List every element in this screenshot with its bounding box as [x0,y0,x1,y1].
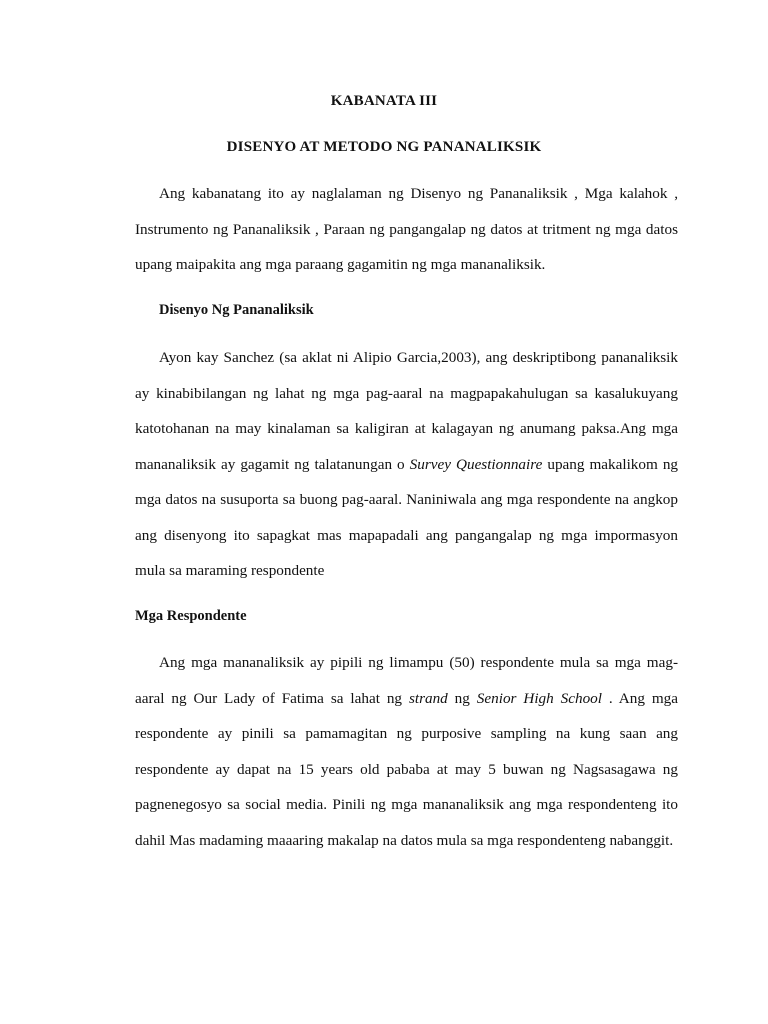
chapter-heading: KABANATA III [330,93,438,109]
intro-paragraph: Ang kabanatang ito ay naglalaman ng Disenyo ng Pananaliksik , Mga kalahok , Instrumento ng Pananaliksik , Paraan ng pangangalap ng datos at tritment ng mga datos upang maipakita ang mga paraang gagamitin ng mga mananaliksik. [135,185,678,273]
disenyo-paragraph [135,340,678,589]
survey-questionnaire-term: Survey Questionnaire [409,455,543,473]
disenyo-text-before: Ayon kay Sanchez (sa aklat ni Alipio Garcia,2003), ang deskriptibong pananaliksik ay kinabibilangan ng lahat ng mga pag-aaral na magpapakahulugan sa kasalukuyang katotohanan na may kinalaman sa kaligiran at kalagayan ng anumang paksa.Ang mga mananaliksik ay gagamit ng talatanungan o [135,349,678,473]
respondente-text-part1: Ang mga mananaliksik ay pipili ng limampu (50) respondente mula sa mga mag-aaral ng Our Lady of Fatima sa lahat ng [135,654,678,707]
senior-high-school-term: Senior High School [476,689,602,707]
section-heading-respondente: Mga Respondente [135,608,247,624]
respondente-paragraph [135,645,678,858]
strand-term: strand [408,689,448,707]
respondente-text-part3: . Ang mga respondente ay pinili sa pamamagitan ng purposive sampling na kung saan ang respondente ay dapat na 15 years old pababa at may 5 buwan ng Nagsasagawa ng pagnenegosyo sa social media. Pinili ng mga mananaliksik ang mga respondenteng ito dahil Mas madaming maaaring makalap na datos mula sa mga respondenteng nabanggit. [135,689,679,849]
chapter-title: DISENYO AT METODO NG PANANALIKSIK [226,139,542,155]
respondente-text-part2: ng [447,689,477,707]
section-heading-disenyo: Disenyo Ng Pananaliksik [159,302,314,318]
disenyo-text-after: upang makalikom ng mga datos na susuporta sa buong pag-aaral. Naniniwala ang mga respondente na angkop ang disenyong ito sapagkat mas mapapadali ang pangangalap ng mga impormasyon mula sa maraming respondente [135,455,679,579]
